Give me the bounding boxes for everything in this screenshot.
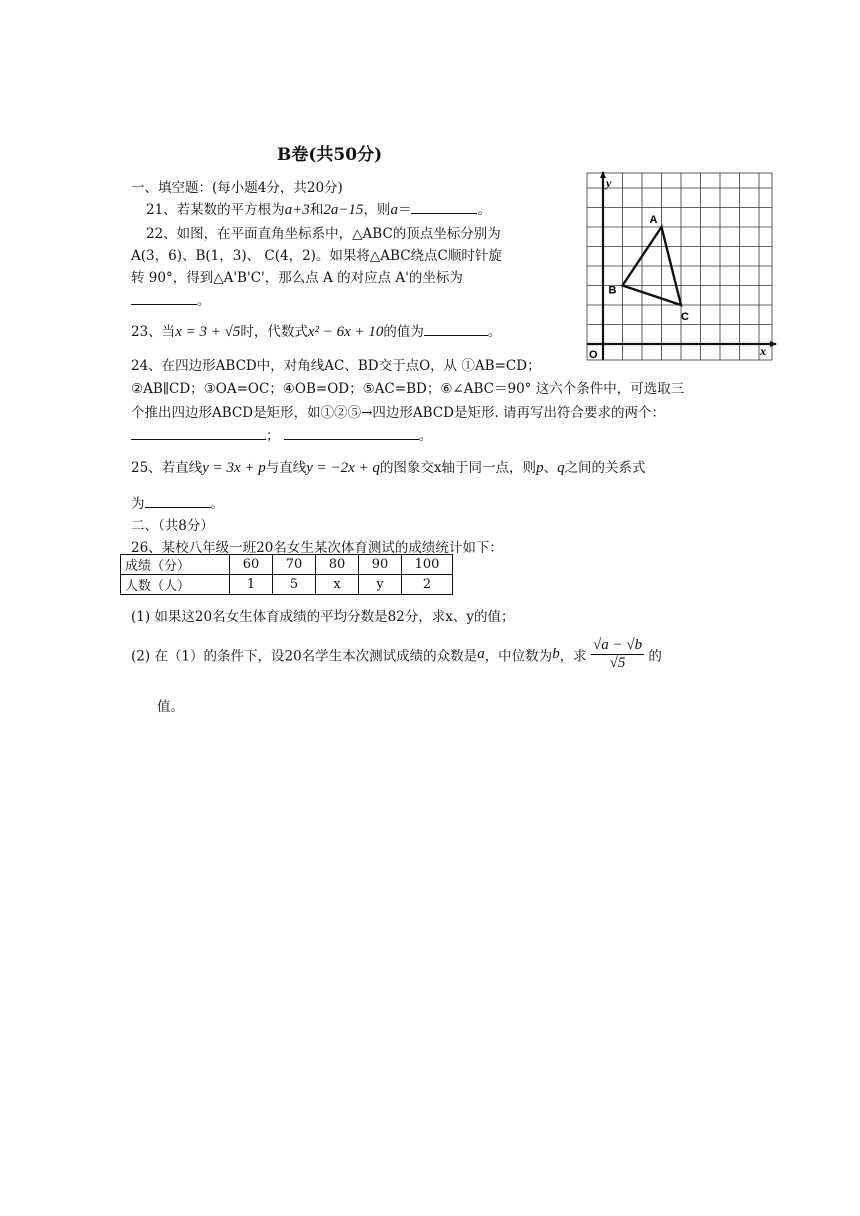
q26-fraction-denominator: √5 — [609, 655, 626, 671]
q25-end: 。 — [210, 496, 224, 512]
q25-line2-expr: y = −2x + q — [306, 460, 380, 476]
q21-prefix: 21、若某数的平方根为 — [146, 202, 285, 218]
point-label-a: A — [649, 214, 658, 226]
q26-sub2-tail: 值。 — [157, 699, 184, 715]
q21-var: a — [390, 202, 398, 218]
q26-fraction — [591, 637, 644, 672]
question-23 — [131, 320, 501, 341]
axes — [587, 171, 777, 360]
q26-sub2-ask: ，求 — [559, 648, 587, 665]
q22-line1: 22、如图，在平面直角坐标系中，△ABC的顶点坐标分别为 — [146, 226, 501, 242]
q26-sub1: (1) 如果这20名女生体育成绩的平均分数是82分，求x、y的值； — [131, 609, 515, 625]
q25-comma: 、 — [543, 460, 558, 476]
q26-sub2-suffix: 的 — [648, 648, 662, 665]
table-cell: 100 — [402, 555, 453, 575]
point-labels — [609, 214, 690, 323]
q26-sub2-b: b — [552, 646, 560, 662]
table-cell: x — [316, 575, 359, 595]
question-21 — [146, 198, 491, 219]
q22-line3: 转 90°，得到△A'B'C'，那么点 A 的对应点 A'的坐标为 — [131, 270, 463, 286]
q22-end: 。 — [197, 293, 211, 309]
q21-then: ，则 — [363, 202, 391, 218]
section-title: B卷(共50分) — [277, 145, 383, 165]
q23-answer-blank[interactable] — [424, 322, 488, 336]
q24-separator: ； — [266, 428, 280, 444]
q22-line2: A(3，6)、B(1，3)、 C(4，2)。如果将△ABC绕点C顺时针旋 — [131, 248, 502, 264]
q21-expr1: a+3 — [284, 202, 310, 218]
axis-x-label: x — [760, 344, 766, 358]
axis-y-label: y — [606, 176, 612, 190]
q24-answer-blank-2[interactable] — [284, 426, 419, 440]
origin-label: O — [589, 349, 598, 361]
q25-prefix: 25、若直线 — [131, 460, 203, 476]
q24-answer-line — [131, 424, 432, 444]
q25-answer-line — [131, 492, 224, 512]
q21-expr2: 2a−15 — [323, 202, 364, 218]
q23-end: 。 — [487, 324, 502, 340]
q26-sub2-mid: ，中位数为 — [484, 648, 553, 665]
part2-heading: 二、（共8分） — [131, 518, 214, 534]
point-label-c: C — [681, 311, 689, 323]
q21-mid: 和 — [309, 202, 324, 218]
q22-answer-line — [131, 289, 211, 309]
q24-answer-blank-1[interactable] — [131, 426, 266, 440]
q25-line1-expr: y = 3x + p — [202, 460, 266, 476]
q25-suffix: 的图象交x轴于同一点，则 — [379, 460, 537, 476]
q23-mid: 时，代数式 — [240, 324, 308, 340]
q26-intro: 26、某校八年级一班20名女生某次体育测试的成绩统计如下： — [131, 540, 503, 556]
table-row — [121, 575, 453, 595]
q24-line1: 24、在四边形ABCD中，对角线AC、BD交于点O，从 ①AB=CD； — [131, 358, 541, 374]
table-cell: 成绩（分） — [121, 555, 230, 575]
q25-line2-prefix: 为 — [131, 496, 145, 512]
table-cell: 5 — [273, 575, 316, 595]
table-cell: 人数（人） — [121, 575, 230, 595]
q24-line2: ②AB∥CD；③OA=OC；④OB=OD；⑤AC=BD；⑥∠ABC＝90° 这六个条件中，可选取三 — [131, 381, 685, 397]
score-table — [120, 554, 453, 595]
table-row — [121, 555, 453, 575]
q26-sub2-prefix: (2) 在（1）的条件下，设20名学生本次测试成绩的众数是 — [131, 648, 478, 665]
q23-suffix: 的值为 — [383, 324, 424, 340]
q24-line3: 个推出四边形ABCD是矩形，如①②⑤→四边形ABCD是矩形. 请再写出符合要求的两个： — [131, 405, 666, 421]
q25-tail: 之间的关系式 — [564, 460, 646, 476]
q23-condition: x = 3 + √5 — [175, 324, 241, 340]
q23-expression: x² − 6x + 10 — [307, 324, 384, 340]
q25-mid: 与直线 — [265, 460, 307, 476]
question-25 — [131, 456, 646, 477]
table-cell: y — [359, 575, 402, 595]
q21-eq: ＝ — [397, 202, 412, 218]
grid-frame — [587, 173, 772, 360]
q25-q: q — [557, 460, 565, 476]
x-axis-arrow — [770, 341, 777, 347]
q24-end: 。 — [418, 428, 433, 444]
part1-heading: 一、填空题：(每小题4分，共20分) — [131, 180, 343, 196]
table-cell: 70 — [273, 555, 316, 575]
table-cell: 2 — [402, 575, 453, 595]
q23-prefix: 23、当 — [131, 324, 176, 340]
grid-lines — [587, 173, 772, 360]
q22-answer-blank[interactable] — [131, 291, 197, 305]
q21-answer-blank[interactable] — [411, 200, 477, 214]
table-cell: 90 — [359, 555, 402, 575]
point-label-b: B — [608, 284, 617, 297]
q25-answer-blank[interactable] — [145, 494, 211, 508]
q25-p: p — [536, 460, 544, 476]
q26-sub2-a: a — [477, 646, 485, 662]
q21-end: 。 — [477, 202, 491, 218]
table-cell: 60 — [230, 555, 273, 575]
q26-sub2 — [131, 637, 662, 683]
q26-fraction-numerator: √a − √b — [592, 637, 643, 653]
table-cell: 1 — [230, 575, 273, 595]
coordinate-grid-figure — [584, 170, 780, 364]
table-cell: 80 — [316, 555, 359, 575]
